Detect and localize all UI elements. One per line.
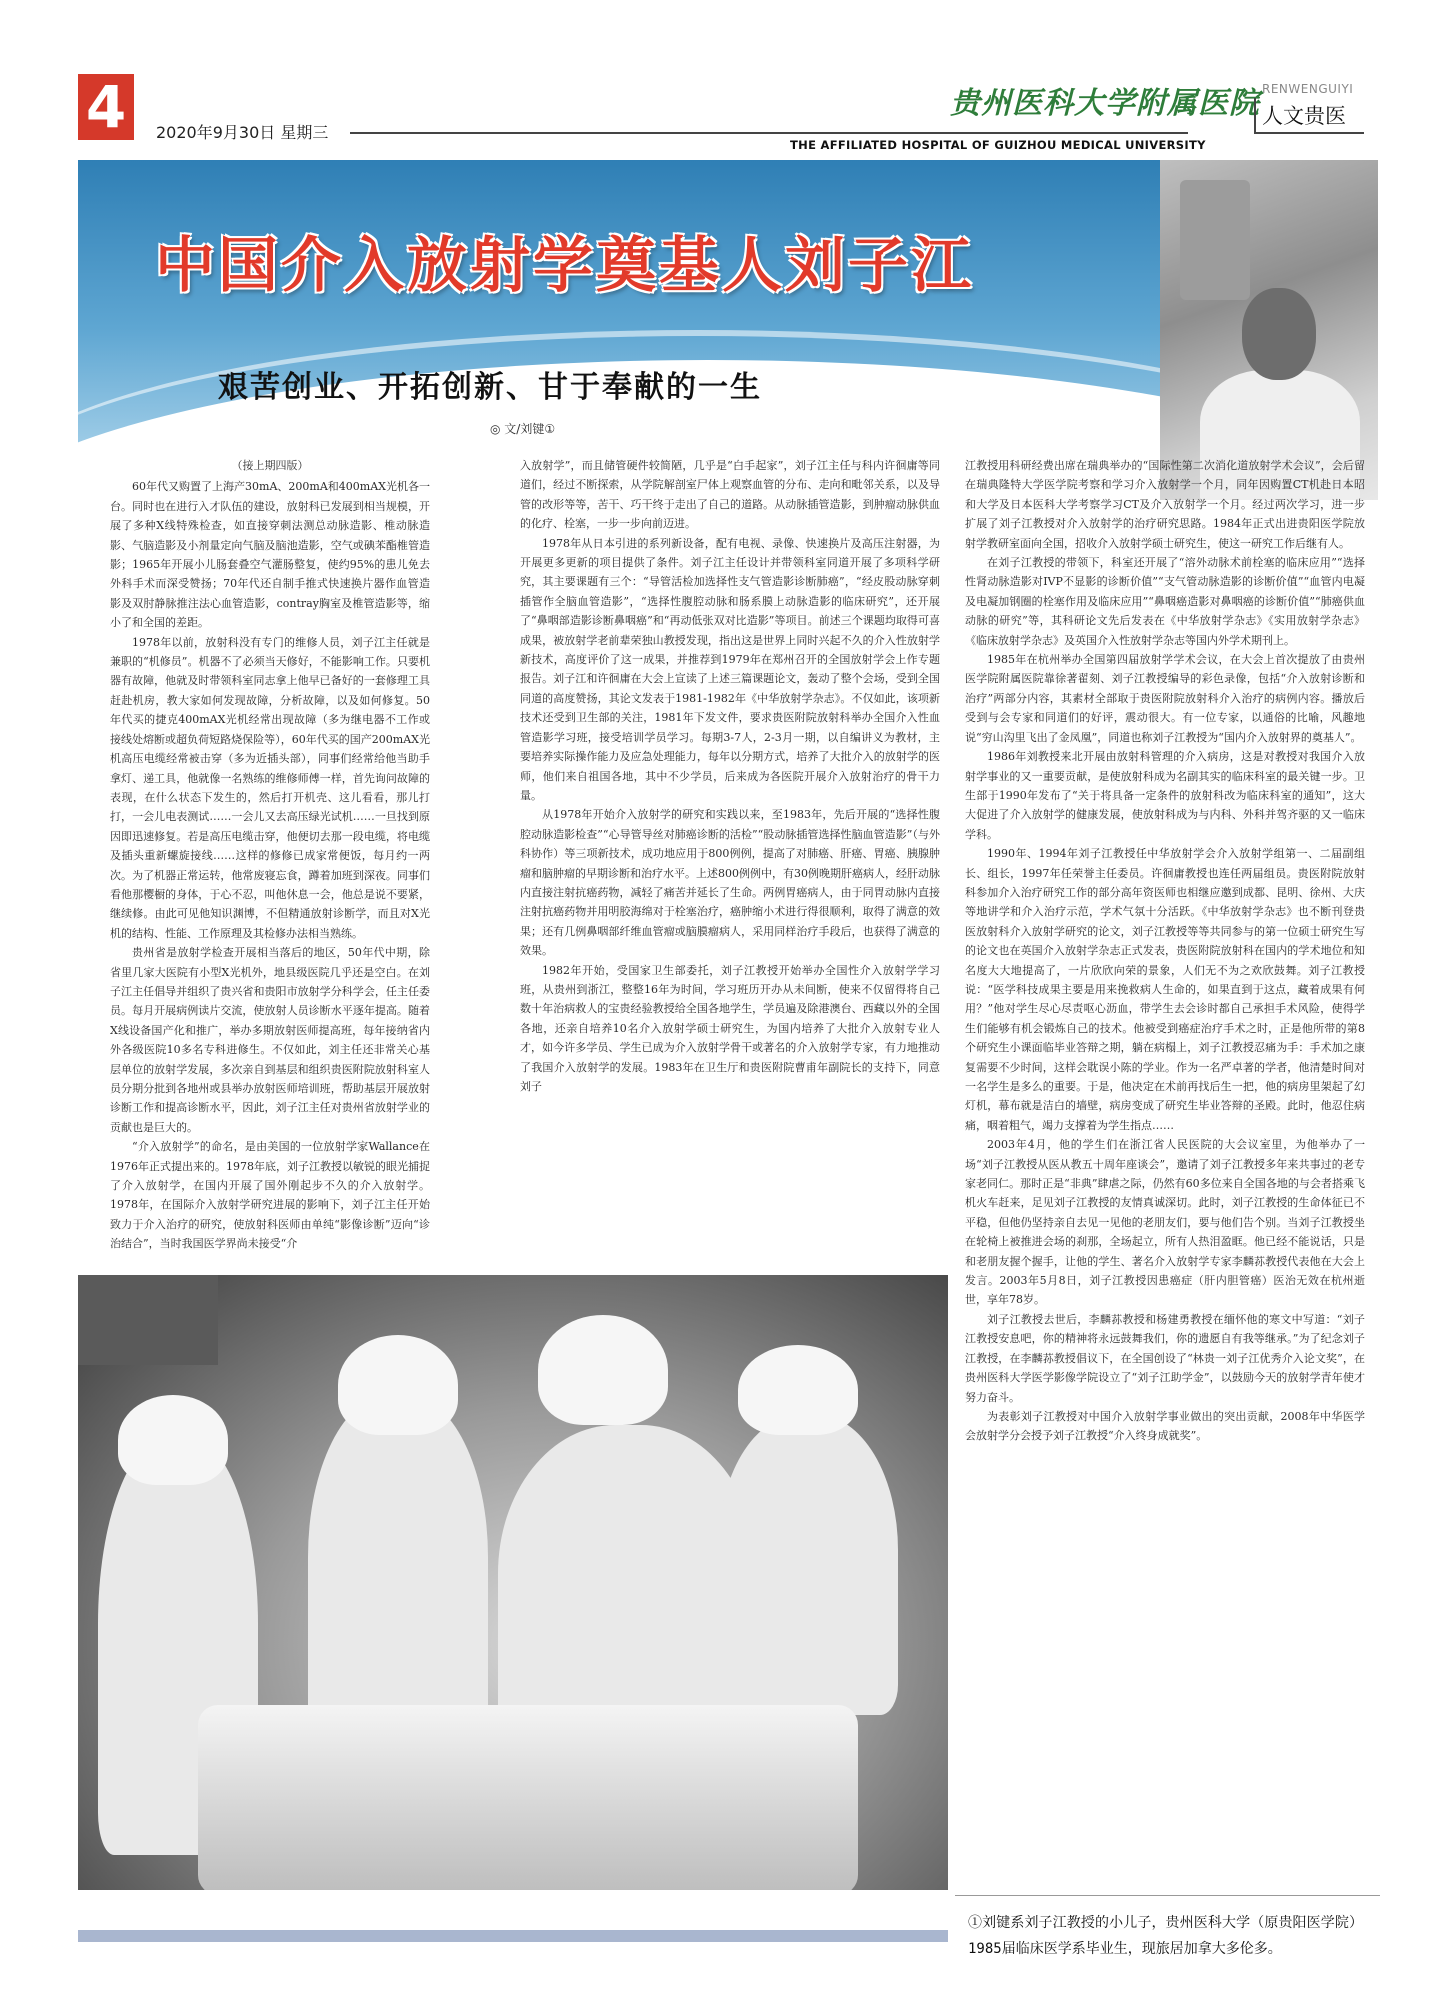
paragraph: 贵州省是放射学检查开展相当落后的地区，50年代中期，除省里几家大医院有小型X光机外，地县级医院几乎还是空白。在刘子江主任倡导并组织了贵兴省和贵阳市放射学分科学会，任主任委员。每月开展病例读片交流，使放射人员诊断水平逐年提高。随着X线设备国产化和推广，举办多期放射医师提高班，每年接纳省内外各级医院10多名专科进修生。不仅如此，刘主任还非常关心基层单位的放射学发展，多次亲自到基层和组织贵医附院放射科室人员分期分批到各地州或县举办放射医师培训班，帮助基层开展放射诊断工作和提高诊断水平，因此，刘子江主任对贵州省放射学业的贡献也是巨大的。 [110, 946, 430, 1134]
issue-date: 2020年9月30日 星期三 [156, 123, 329, 142]
paragraph: 为表彰刘子江教授对中国介入放射学事业做出的突出贡献，2008年中华医学会放射学分会授予刘子江教授“介入终身成就奖”。 [965, 1409, 1365, 1443]
paragraph: 1990年、1994年刘子江教授任中华放射学会介入放射学组第一、二届副组长、组长，1997年任荣誉主任委员。许徊庸教授也连任两届组员。贵医附院放射科参加介入治疗研究工作的部分高年资医师也相继应邀到成都、昆明、徐州、大庆等地讲学和介入治疗示范，学术气氛十分活跃。《中华放射学杂志》也不断刊登贵医放射科介入放射学研究的论文，刘子江教授等等共同参与的第一位硕士研究生写的论文也在英国介入放射学杂志正式发表，贵医附院放射科在国内的学术地位和知名度大大地提高了，一片欣欣向荣的景象，人们无不为之欢欣鼓舞。刘子江教授说：“医学科技成果主要是用来挽救病人生命的，如果直到于这点，藏着成果有何用？”他对学生尽心尽责呕心沥血，带学生去会诊时都自己承担手术风险，使得学生们能够有机会锻炼自己的技术。他被受到癌症治疗手术之时，正是他所带的第8个研究生小课面临毕业答辩之期，躺在病榻上，刘子江教授忍痛为手：手术加之康复需要不少时间，这样会耽误小陈的学业。作为一名严卓著的学者，他清楚时间对一名学生是多么的重要。于是，他决定在术前再找后生一把，他的病房里架起了幻灯机，幕布就是洁白的墙壁，病房变成了研究生毕业答辩的圣殿。此时，他忍住病痛，咽着粗气，竭力支撑着为学生指点…… [965, 847, 1365, 1132]
surgeon-cap [538, 1315, 668, 1425]
surgical-lamp-shape [78, 1275, 218, 1365]
text-column-3 [965, 456, 1365, 1876]
paragraph: 1978年以前，放射科没有专门的维修人员，刘子江主任就是兼职的“机修员”。机器不了必须当天修好，不能影响工作。只要机器有故障，他就及时带领科室同志拿上他早已备好的一套修理工具赶赴机房，教大家如何发现故障，分析故障，以及如何修复。50年代买的捷克400mAX光机经常出现故障（多为继电器不工作或接线处熔断或超负荷短路烧保险等），60年代买的国产200mAX光机高压电缆经常被击穿（多为近插头部），同事们经常给他当助手拿灯、递工具，他就像一名熟练的维修师傅一样，首先询问故障的表现，在什么状态下发生的，然后打开机壳、这儿看看，那儿打打，一会儿电表测试……一会儿又去高压绿光试机……一旦找到原因即迅速修复。若是高压电缆击穿，他便切去那一段电缆，将电缆及插头重新螺旋接线……这样的修修已成家常便饭，每月约一两次。为了机器正常运转，他常废寝忘食，蹲着加班到深夜。同事们看他那樱橱的身体，于心不忍，叫他休息一会，他总是说不要紧，继续修。由此可见他知识渊博，不但精通放射诊断学，而且对X光机的结构、性能、工作原理及其检修办法相当熟练。 [110, 635, 430, 940]
paragraph: 1978年从日本引进的系列新设备，配有电视、录像、快速换片及高压注射器，为开展更多更新的项目提供了条件。刘子江主任设计并带领科室同道开展了多项科学研究，其主要课题有三个：“导管活检加选择性支气管造影诊断肺癌”，“经皮股动脉穿刺插管作全脑血管造影”，“选择性腹腔动脉和肠系膜上动脉造影的临床研究”，还开展了“鼻咽部造影诊断鼻咽癌”和“再动低张双对比造影”等项目。前述三个课题均取得可喜成果，被放射学老前辈荣独山教授发现，指出这是世界上同时兴起不久的介入性放射学新技术，高度评价了这一成果，并推荐到1979年在郑州召开的全国放射学会上作专题报告。刘子江和许徊庸在大会上宣读了上述三篇课题论文，轰动了整个会场，受到全国同道的高度赞扬，其论文发表于1981-1982年《中华放射学杂志》。不仅如此，该项新技术还受到卫生部的关注，1981年下发文件，要求贵医附院放射科举办全国介入性血管造影学习班，接受培训学员学习。每期3-7人，2-3月一期，以自编讲义为教材，主要培养实际操作能力及应急处理能力，每年以分期方式，培养了大批介入的放射学的医师，他们来自祖国各地，其中不少学员，后来成为各医院开展介入放射治疗的骨干力量。 [520, 536, 940, 802]
paragraph: 在刘子江教授的带领下，科室还开展了“溶外动脉术前栓塞的临床应用”“选择性肾动脉造影对IVP不显影的诊断价值”“支气管动脉造影的诊断价值”“血管内电凝及电凝加钢圈的栓塞作用及临床应用”“鼻咽癌造影对鼻咽癌的诊断价值”“肺癌供血动脉的研究”等，其科研论文先后发表在《中华放射学杂志》《实用放射学杂志》《临床放射学杂志》及英国介入性放射学杂志等国内外学术期刊上。 [965, 556, 1365, 647]
header-rule [350, 132, 1188, 134]
text-column-1 [110, 456, 430, 1272]
masthead-english: THE AFFILIATED HOSPITAL OF GUIZHOU MEDICAL UNIVERSITY [790, 138, 1206, 152]
paragraph: 刘子江教授去世后，李麟荪教授和杨建勇教授在缅怀他的寒文中写道：“刘子江教授安息吧，你的精神将永远鼓舞我们，你的遗愿自有我等继承。”为了纪念刘子江教授，在李麟荪教授倡议下，在全国创设了“林贵一刘子江优秀介入论文奖”，在贵州医科大学医学影像学院设立了“刘子江助学金”，以鼓励今天的放射学青年使才努力奋斗。 [965, 1312, 1365, 1404]
paragraph: 入放射学”，而且储管硬件较简陋，几乎是“白手起家”，刘子江主任与科内许徊庸等同道们，经过不断探索，从学院解剖室尸体上观察血管的分布、走向和毗邻关系，以及导管的改形等等，苦干、巧干终于走出了自己的道路。从动脉插管造影，到肿瘤动脉供血的化疗、栓塞，一步一步向前迈进。 [520, 459, 940, 531]
paragraph: 江教授用科研经费出席在瑞典举办的“国际性第二次消化道放射学术会议”，会后留在瑞典隆特大学医学院考察和学习介入放射学一个月，同年因购置CT机赴日本昭和大学及日本医科大学考察学习CT及介入放射学一个月。经过两次学习，进一步扩展了刘子江教授对介入放射学的治疗研究思路。1984年正式出进贵阳医学院放射学教研室面向全国，招收介入放射学硕士研究生，使这一研究工作后继有人。 [965, 459, 1365, 550]
footer-bar [78, 1930, 948, 1942]
portrait-photo [1160, 160, 1378, 500]
footnote: ①刘键系刘子江教授的小儿子，贵州医科大学（原贵阳医学院）1985届临床医学系毕业生，现旅居加拿大多伦多。 [968, 1915, 1363, 1957]
paragraph: 1982年开始，受国家卫生部委托，刘子江教授开始举办全国性介入放射学学习班，从贵州到浙江，整整16年为时间，学习班历开办从未间断，使来不仅留得将自己数十年治病救人的宝贵经验教授给全国各地学生，学员遍及除港澳台、西藏以外的全国各地，还亲自培养10名介入放射学硕士研究生，为国内培养了大批介入放射专业人才，如今许多学员、学生已成为介入放射学骨干或著名的介入放射学专家，有力地推动了我国介入放射学的发展。1983年在卫生厅和贵医附院曹甫年副院长的支持下，同意刘子 [520, 963, 940, 1093]
surgeon-cap [738, 1345, 858, 1435]
surgery-photo [78, 1275, 948, 1890]
section-pinyin: RENWENGUIYI [1262, 82, 1354, 96]
paragraph: 从1978年开始介入放射学的研究和实践以来，至1983年，先后开展的“选择性腹腔动脉造影检查”“心导管导丝对肺癌诊断的活检”“股动脉插管选择性脑血管造影”（与外科协作）等三项新技术，成功地应用于800例例，提高了对肺癌、肝癌、胃癌、胰腺肿瘤和脑肿瘤的早期诊断和治疗水平。上述800例例中，有30例晚期肝癌病人，经肝动脉内直接注射抗癌药物，减轻了痛苦并延长了生命。两例胃癌病人，由于同胃动脉内直接注射抗癌药物并用明胶海绵对于栓塞治疗，癌肿缩小术进行得很顺利，取得了满意的效果；还有几例鼻咽部纤维血管瘤或脑膜瘤病人，采用同样治疗手段后，也获得了满意的效果。 [520, 808, 940, 958]
surgeon-cap [338, 1335, 458, 1435]
text-column-2 [520, 456, 940, 1272]
portrait-head-shape [1242, 288, 1316, 380]
paragraph: 60年代又购置了上海产30mA、200mA和400mAX光机各一台。同时也在进行入才队伍的建设，放射科已发展到相当规模，开展了多种X线特殊检查，如直接穿刺法测总动脉造影、椎动脉造影、气脑造影及小剂量定向气脑及脑池造影，空气或碘苯酯椎管造影；1965年开展小儿肠套叠空气灌肠整复，使约95%的患儿免去外科手术而深受赞扬；70年代还自制手推式快速换片器作血管造影及双肘静脉推注法心血管造影，contray胸室及椎管造影等，缩小了和全国的差距。 [110, 480, 430, 630]
masthead-logo: 贵州医科大学附属医院 [950, 86, 1260, 121]
surgeon-cap [118, 1395, 228, 1485]
footnote-rule [955, 1895, 1380, 1896]
continuation-note: （接上期四版） [231, 459, 309, 472]
paragraph: “介入放射学”的命名，是由美国的一位放射学家Wallance在1976年正式提出来的。1978年底，刘子江教授以敏锐的眼光捕捉了介入放射学，在国内开展了国外刚起步不久的介入放射学。1978年，在国际介入放射学研究进展的影响下，刘子江主任开始致力于介入治疗的研究，使放射科医师由单纯“影像诊断”迈向“诊治结合”，当时我国医学界尚未接受“介 [110, 1140, 430, 1251]
section-title: 人文贵医 [1262, 104, 1346, 128]
paragraph: 1986年刘教授来北开展由放射科管理的介入病房，这是对教授对我国介入放射学事业的又一重要贡献，是使放射科成为名副其实的临床科室的最关键一步。卫生部于1990年发布了“关于将具备一定条件的放射科改为临床科室的通知”，这大大促进了介入放射学的健康发展，使放射科成为与内科、外科并驾齐驱的又一临床学科。 [965, 750, 1365, 841]
surgeon-figure [718, 1415, 898, 1715]
paragraph: 2003年4月，他的学生们在浙江省人民医院的大会议室里，为他举办了一场“刘子江教授从医从教五十周年座谈会”，邀请了刘子江教授多年来共事过的老专家老同仁。那时正是“非典”肆虐之际，仍然有60多位来自全国各地的与会者搭乘飞机火车赶来，足见刘子江教授的友情真诚深切。此时，刘子江教授的生命体征已不平稳，但他仍坚持亲自去见一见他的老朋友们，要与他们告个别。当刘子江教授坐在轮椅上被推进会场的刹那，全场起立，所有人热泪盈眶。他已经不能说话，只是和老朋友握个握手，让他的学生、著名介入放射学专家李麟荪教授代表他在大会上发言。2003年5月8日，刘子江教授因患癌症（肝内胆管癌）医治无效在杭州逝世，享年78岁。 [965, 1138, 1365, 1307]
byline: ◎ 文/刘键① [490, 422, 556, 436]
surgeon-figure [308, 1395, 488, 1755]
operating-table [198, 1705, 858, 1890]
page-number: 4 [78, 74, 134, 140]
xray-machine-shape [1180, 180, 1250, 300]
paragraph: 1985年在杭州举办全国第四届放射学学术会议，在大会上首次提放了由贵州医学院附属医院靠徐著翟刻、刘子江教授编导的彩色录像，包括“介入放射诊断和治疗”两部分内容，其素材全部取于贵医附院放射科介入治疗的病例内容。播放后受到与会专家和同道们的好评，震动很大。有一位专家，以通俗的比喻，风趣地说“穷山沟里飞出了金凤凰”，同道也称刘子江教授为“国内介入放射界的奠基人”。 [965, 653, 1365, 744]
article-subtitle: 艰苦创业、开拓创新、甘于奉献的一生 [218, 370, 762, 405]
article-title: 中国介入放射学奠基人刘子江 [155, 231, 974, 301]
